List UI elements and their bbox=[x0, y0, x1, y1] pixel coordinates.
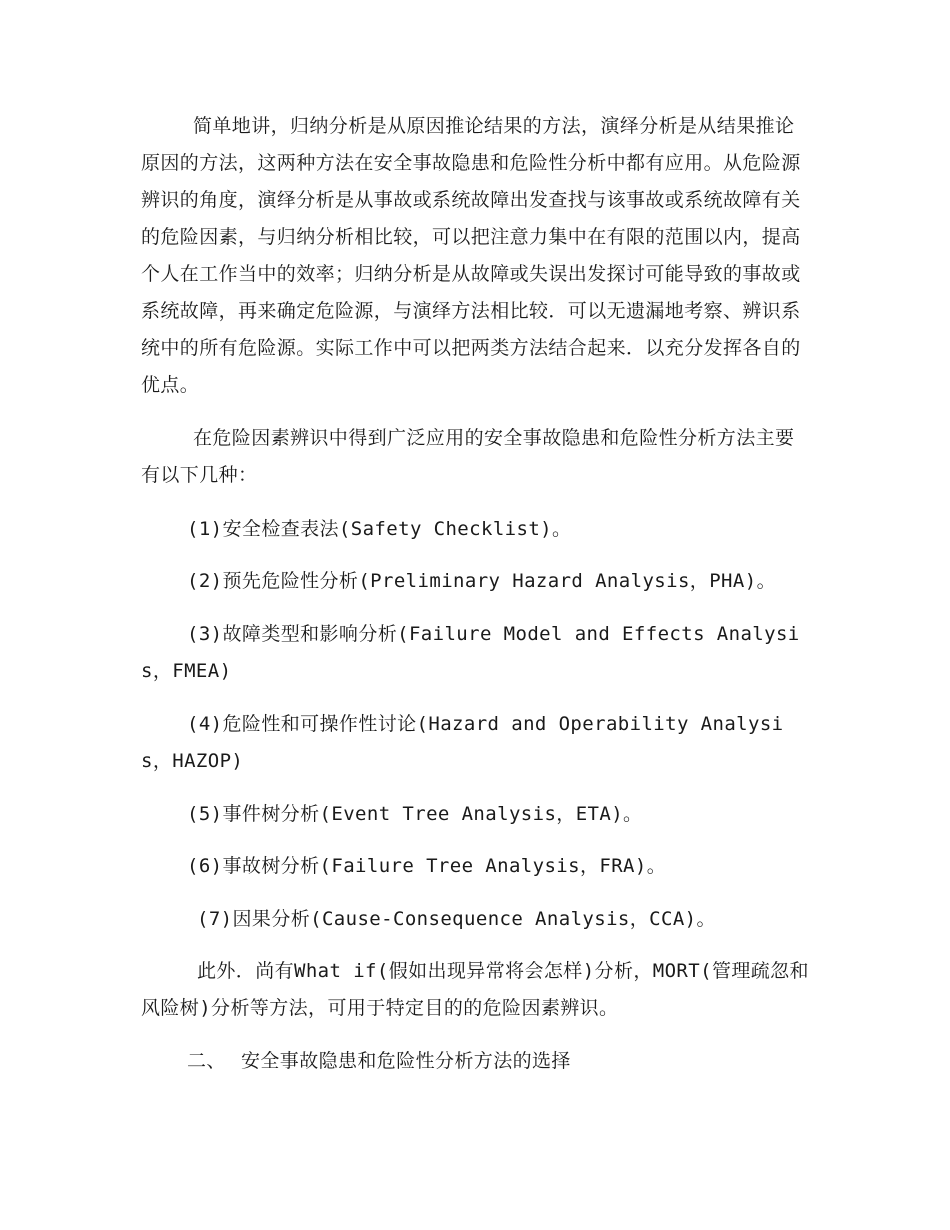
section-heading bbox=[187, 1043, 571, 1080]
section-title: 安全事故隐患和危险性分析方法的选择 bbox=[241, 1050, 571, 1072]
section-number: 二、 bbox=[187, 1050, 226, 1072]
list-item-pha: (2)预先危险性分析(Preliminary Hazard Analysis，PHA)。 bbox=[187, 570, 776, 592]
list-item-eta: (5)事件树分析(Event Tree Analysis，ETA)。 bbox=[187, 803, 643, 825]
paragraph-methods-intro: 在危险因素辨识中得到广泛应用的安全事故隐患和危险性分析方法主要有以下几种： bbox=[141, 427, 795, 486]
list-item-fmea: (3)故障类型和影响分析(Failure Model and Effects Analysis，FMEA) bbox=[141, 623, 800, 682]
list-item-cca: (7)因果分析(Cause-Consequence Analysis，CCA)。 bbox=[197, 908, 716, 930]
list-item-fta: (6)事故树分析(Failure Tree Analysis，FRA)。 bbox=[187, 855, 667, 877]
list-item-hazop: (4)危险性和可操作性讨论(Hazard and Operability Analysis，HAZOP) bbox=[141, 713, 784, 772]
paragraph-induction-deduction: 简单地讲，归纳分析是从原因推论结果的方法，演绎分析是从结果推论原因的方法，这两种方法在安全事故隐患和危险性分析中都有应用。从危险源辨识的角度，演绎分析是从事故或系统故障出发查找与该事故或系统故障有关的危险因素，与归纳分析相比较，可以把注意力集中在有限的范围以内，提高个人在工作当中的效率；归纳分析是从故障或失误出发探讨可能导致的事故或系统故障，再来确定危险源，与演绎方法相比较．可以无遗漏地考察、辨识系统中的所有危险源。实际工作中可以把两类方法结合起来．以充分发挥各自的优点。 bbox=[141, 115, 801, 396]
list-item-safety-checklist: (1)安全检查表法(Safety Checklist)。 bbox=[187, 518, 572, 540]
paragraph-other-methods: 此外．尚有What if(假如出现异常将会怎样)分析，MORT(管理疏忽和风险树)分析等方法，可用于特定目的的危险因素辨识。 bbox=[141, 960, 809, 1019]
